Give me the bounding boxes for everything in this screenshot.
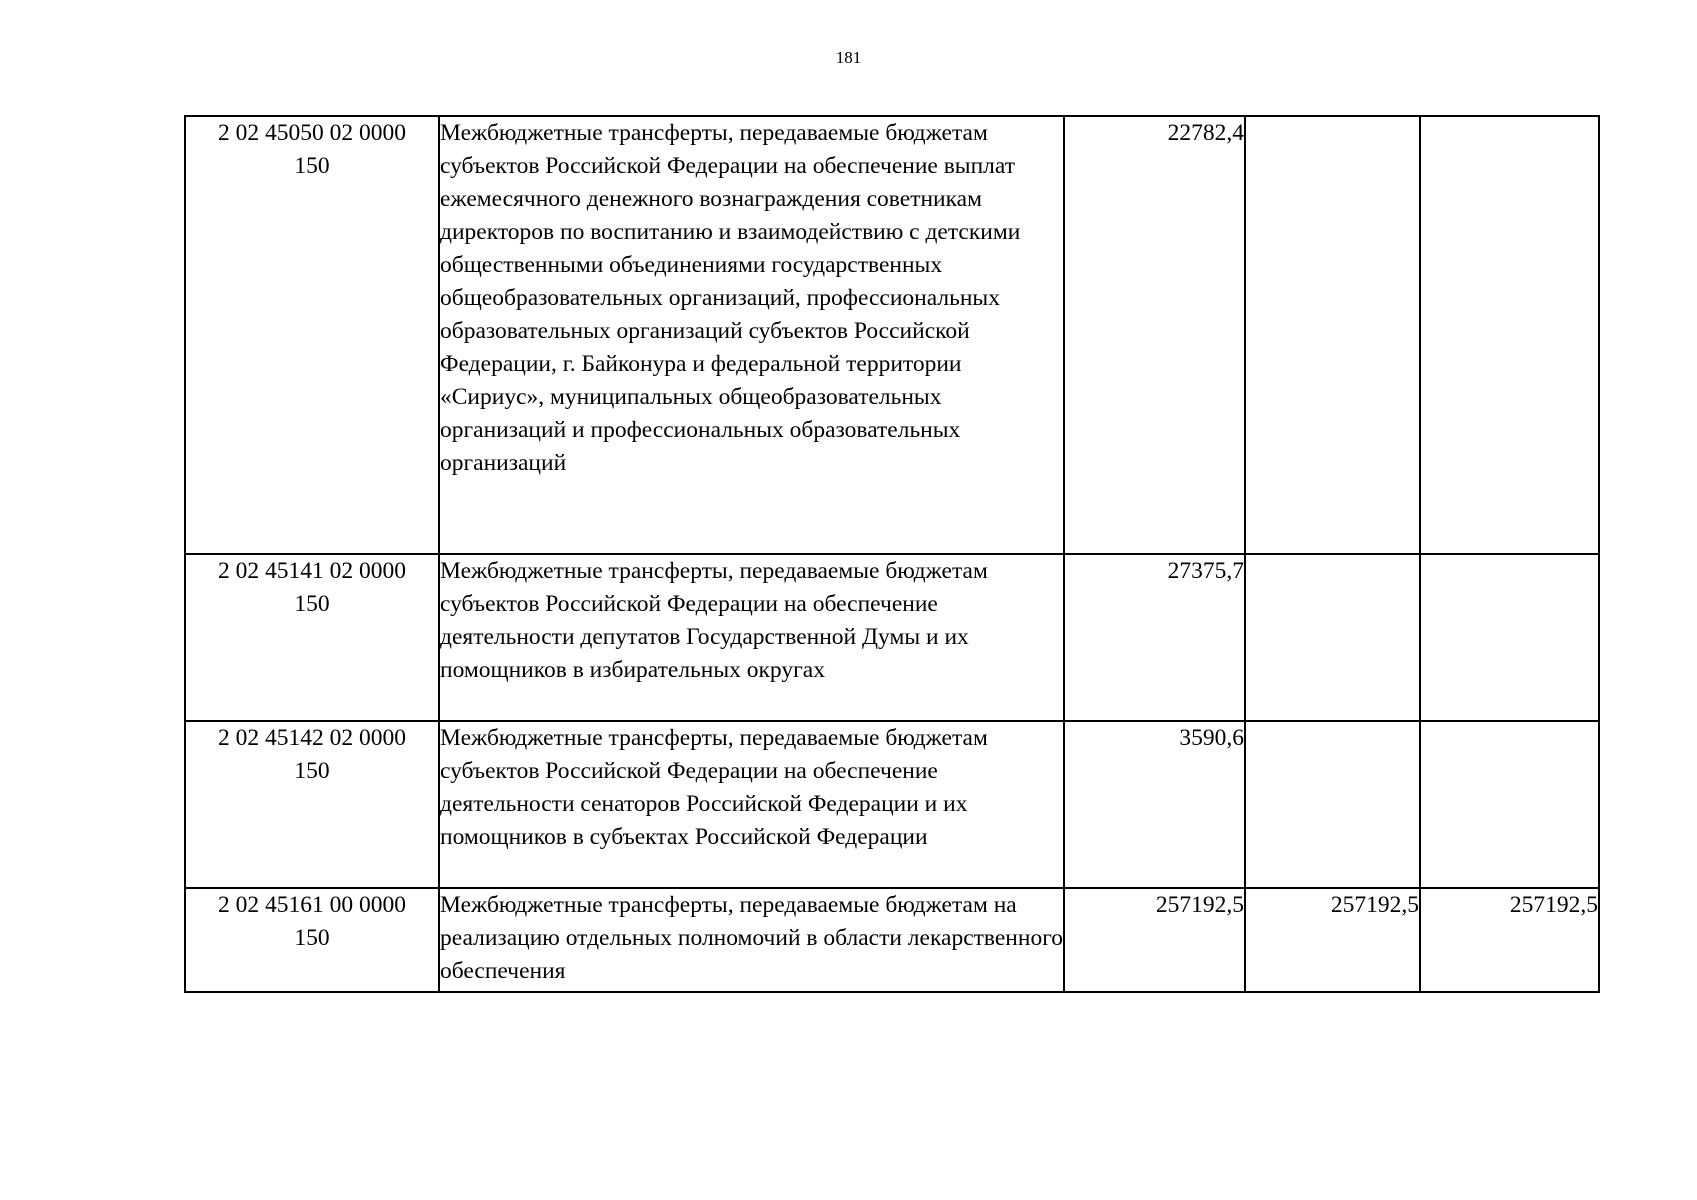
budget-table bbox=[184, 115, 1600, 993]
amount-year1-cell: 3590,6 bbox=[1064, 721, 1245, 888]
amount-year2-cell: 257192,5 bbox=[1245, 888, 1420, 992]
budget-code: 2 02 45142 02 0000 bbox=[218, 725, 406, 751]
budget-code-cell bbox=[185, 888, 439, 992]
table-row bbox=[185, 116, 1599, 554]
amount-year3-cell bbox=[1420, 116, 1599, 554]
table-row bbox=[185, 554, 1599, 721]
amount-year1-cell: 257192,5 bbox=[1064, 888, 1245, 992]
budget-code-cell bbox=[185, 554, 439, 721]
amount-year1-cell: 22782,4 bbox=[1064, 116, 1245, 554]
budget-code: 2 02 45161 00 0000 bbox=[218, 892, 406, 918]
budget-code-suffix: 150 bbox=[294, 591, 330, 617]
amount-year1-cell: 27375,7 bbox=[1064, 554, 1245, 721]
amount-year2-cell bbox=[1245, 554, 1420, 721]
amount-year2-cell bbox=[1245, 721, 1420, 888]
table-row bbox=[185, 888, 1599, 992]
description-cell: Межбюджетные трансферты, передаваемые бюджетам субъектов Российской Федерации на обеспечение выплат ежемесячного денежного вознаграждения советникам директоров по воспитанию и взаимодействию с детскими общественными объединениями государственных общеобразовательных организаций, профессиональных образовательных организаций субъектов Российской Федерации, г. Байконура и федеральной территории «Сириус», муниципальных общеобразовательных организаций и профессиональных образовательных организаций bbox=[439, 116, 1064, 554]
budget-code-suffix: 150 bbox=[294, 925, 330, 951]
budget-code-suffix: 150 bbox=[294, 758, 330, 784]
description-cell: Межбюджетные трансферты, передаваемые бюджетам субъектов Российской Федерации на обеспечение деятельности сенаторов Российской Федерации и их помощников в субъектах Российской Федерации bbox=[439, 721, 1064, 888]
budget-code: 2 02 45050 02 0000 bbox=[218, 120, 406, 146]
budget-code-suffix: 150 bbox=[294, 153, 330, 179]
description-cell: Межбюджетные трансферты, передаваемые бюджетам на реализацию отдельных полномочий в области лекарственного обеспечения bbox=[439, 888, 1064, 992]
amount-year3-cell bbox=[1420, 721, 1599, 888]
budget-code-cell bbox=[185, 721, 439, 888]
budget-code-cell bbox=[185, 116, 439, 554]
description-cell: Межбюджетные трансферты, передаваемые бюджетам субъектов Российской Федерации на обеспечение деятельности депутатов Государственной Думы и их помощников в избирательных округах bbox=[439, 554, 1064, 721]
page-number: 181 bbox=[835, 48, 862, 67]
amount-year3-cell bbox=[1420, 554, 1599, 721]
amount-year2-cell bbox=[1245, 116, 1420, 554]
budget-code: 2 02 45141 02 0000 bbox=[218, 558, 406, 584]
amount-year3-cell: 257192,5 bbox=[1420, 888, 1599, 992]
table-row bbox=[185, 721, 1599, 888]
